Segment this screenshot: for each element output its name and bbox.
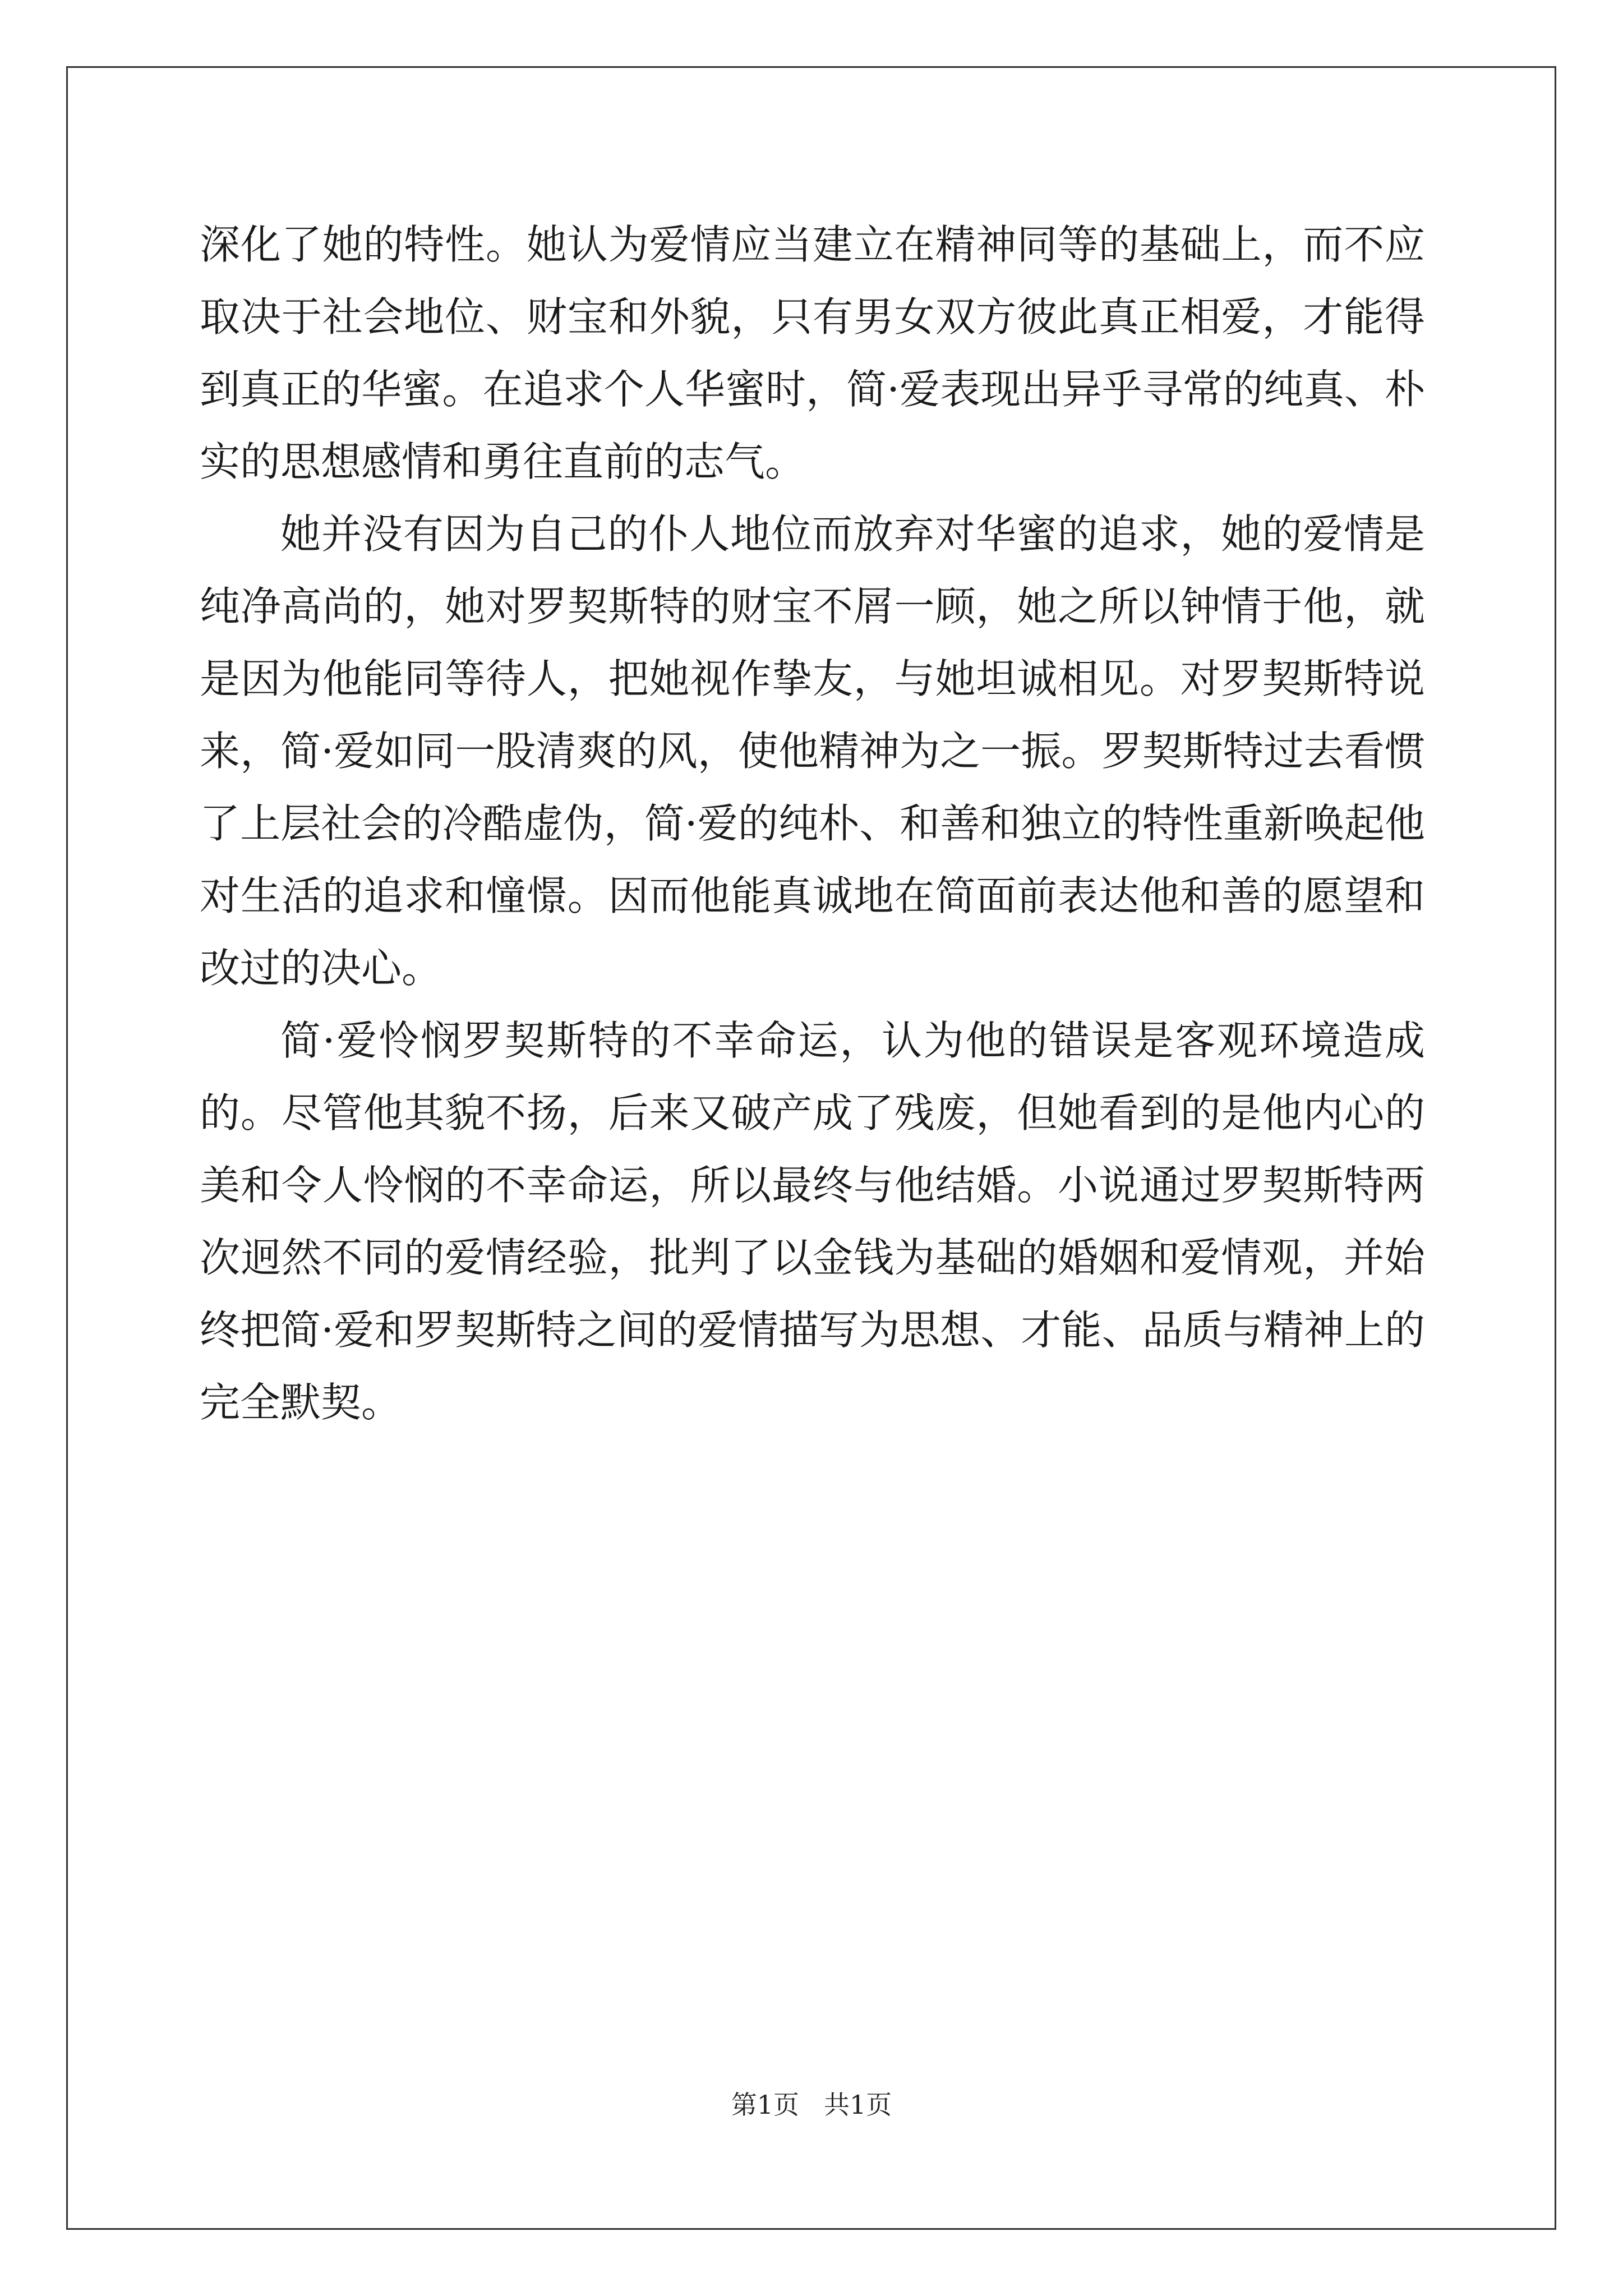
paragraph-1: 深化了她的特性。她认为爱情应当建立在精神同等的基础上，而不应取决于社会地位、财宝和外貌，只有男女双方彼此真正相爱，才能得到真正的华蜜。在追求个人华蜜时，简·爱表现出异乎寻常的纯真、朴实的思想感情和勇往直前的志气。 [200,221,1425,485]
paragraph-3: 简·爱怜悯罗契斯特的不幸命运，认为他的错误是客观环境造成的。尽管他其貌不扬，后来又破产成了残废，但她看到的是他内心的美和令人怜悯的不幸命运，所以最终与他结婚。小说通过罗契斯特两次迥然不同的爱情经验，批判了以金钱为基础的婚姻和爱情观，并始终把简·爱和罗契斯特之间的爱情描写为思想、才能、品质与精神上的完全默契。 [200,1017,1425,1426]
document-body [200,209,1425,1439]
paragraph-2: 她并没有因为自己的仆人地位而放弃对华蜜的追求，她的爱情是纯净高尚的，她对罗契斯特的财宝不屑一顾，她之所以钟情于他，就是因为他能同等待人，把她视作挚友，与她坦诚相见。对罗契斯特说来，简·爱如同一股清爽的风，使他精神为之一振。罗契斯特过去看惯了上层社会的冷酷虚伪，简·爱的纯朴、和善和独立的特性重新唤起他对生活的追求和憧憬。因而他能真诚地在简面前表达他和善的愿望和改过的决心。 [200,510,1425,992]
page-footer [0,2088,1623,2122]
page-number-current: 第1页 [731,2090,799,2120]
page-number-total: 共1页 [824,2090,892,2120]
